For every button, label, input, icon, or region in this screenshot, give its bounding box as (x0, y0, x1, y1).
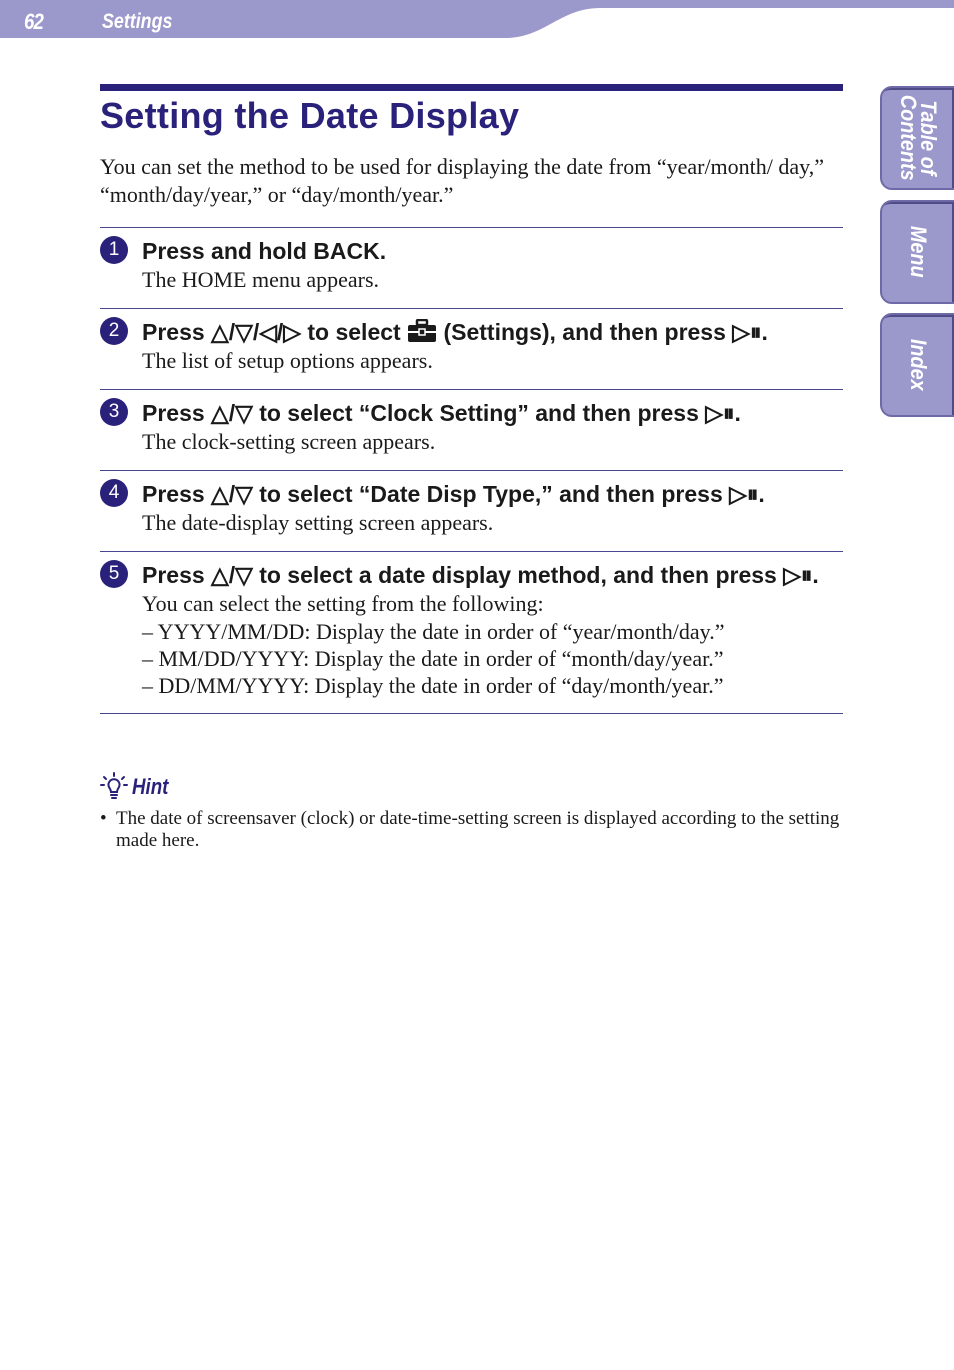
title-rule (100, 84, 843, 91)
step-number: 4 (100, 479, 128, 507)
step-1 (100, 228, 843, 309)
hint-text: The date of screensaver (clock) or date-time-setting screen is displayed according to the setting made here. (116, 808, 840, 851)
section-name: Settings (102, 10, 173, 33)
intro-text: You can set the method to be used for displaying the date from “year/month/ day,” “month/day/year,” or “day/month/year.” (100, 154, 824, 207)
hint-item (100, 808, 843, 852)
step-heading: Press △/▽ to select “Clock Setting” and then press ▷⏸. (142, 400, 741, 426)
hint-label: Hint (132, 774, 169, 799)
hint-section (100, 772, 843, 852)
bullet-icon: • (100, 808, 107, 829)
step-description: The date-display setting screen appears. (142, 510, 494, 535)
hint-header (100, 772, 843, 802)
tab-menu-label: Menu (906, 226, 931, 278)
option-item: – YYYY/MM/DD: Display the date in order of “year/month/day.” (142, 619, 725, 644)
page-title: Setting the Date Display (100, 95, 520, 136)
step-number: 5 (100, 560, 128, 588)
page-header (0, 0, 954, 40)
toolbox-icon (407, 319, 437, 343)
steps-list (100, 227, 843, 714)
step-4 (100, 471, 843, 552)
page-number: 62 (24, 9, 44, 34)
step-description: The HOME menu appears. (142, 267, 380, 292)
step-heading (142, 317, 843, 347)
tab-table-of-contents[interactable] (880, 86, 954, 190)
step-description: You can select the setting from the following: (142, 591, 544, 616)
step-heading-part: (Settings), and then press ▷⏸. (437, 319, 768, 345)
step-description: The clock-setting screen appears. (142, 429, 436, 454)
tab-index-label: Index (906, 339, 931, 391)
tab-index[interactable] (880, 313, 954, 417)
step-2 (100, 309, 843, 390)
option-item: – MM/DD/YYYY: Display the date in order of “month/day/year.” (142, 646, 724, 671)
step-description: The list of setup options appears. (142, 348, 433, 373)
step-heading: Press △/▽ to select “Date Disp Type,” and then press ▷⏸. (142, 481, 765, 507)
tab-menu[interactable] (880, 200, 954, 304)
step-heading: Press △/▽ to select a date display method, and then press ▷⏸. (142, 562, 819, 588)
main-content (100, 84, 843, 714)
step-3 (100, 390, 843, 471)
step-number: 3 (100, 398, 128, 426)
lightbulb-icon (100, 772, 128, 802)
step-heading: Press and hold BACK. (142, 238, 387, 264)
step-heading-part: Press △/▽/◁/▷ to select (142, 319, 408, 345)
option-item: – DD/MM/YYYY: Display the date in order of “day/month/year.” (142, 673, 724, 698)
tab-table-of-contents-label: Table of Contents (896, 95, 941, 181)
step-number: 1 (100, 236, 128, 264)
step-number: 2 (100, 317, 128, 345)
step-5 (100, 552, 843, 714)
